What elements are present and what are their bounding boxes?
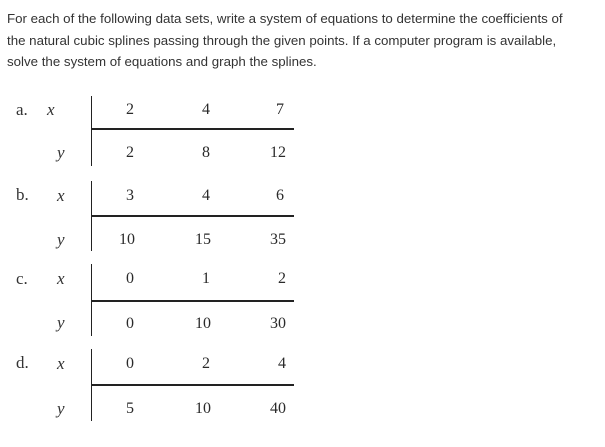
table-vertical-rule — [91, 96, 92, 166]
x-variable: x — [57, 354, 65, 373]
part-label: c. — [16, 269, 28, 288]
x-value: 1 — [202, 270, 210, 287]
y-value: 40 — [270, 400, 286, 417]
problem-d — [0, 349, 605, 429]
x-value: 6 — [276, 187, 284, 204]
x-variable: x — [57, 186, 65, 205]
part-label: d. — [16, 353, 29, 372]
table-horizontal-rule — [91, 215, 294, 217]
y-variable: y — [57, 230, 65, 249]
y-value: 5 — [126, 400, 134, 417]
x-value: 2 — [202, 355, 210, 372]
problem-c — [0, 264, 605, 344]
y-value: 15 — [195, 231, 211, 248]
table-horizontal-rule — [91, 128, 294, 130]
x-value: 3 — [126, 187, 134, 204]
table-horizontal-rule — [91, 384, 294, 386]
x-value: 2 — [278, 270, 286, 287]
y-value: 8 — [202, 144, 210, 161]
y-value: 10 — [119, 231, 135, 248]
y-value: 2 — [126, 144, 134, 161]
y-value: 0 — [126, 315, 134, 332]
table-horizontal-rule — [91, 300, 294, 302]
y-variable: y — [57, 313, 65, 332]
y-value: 30 — [270, 315, 286, 332]
y-value: 10 — [195, 400, 211, 417]
x-variable: x — [57, 269, 65, 288]
problem-a — [0, 96, 605, 176]
x-value: 0 — [126, 270, 134, 287]
x-value: 4 — [202, 187, 210, 204]
y-value: 10 — [195, 315, 211, 332]
problem-statement-line-2: the natural cubic splines passing through the given points. If a computer program is available, — [7, 32, 557, 48]
y-value: 12 — [270, 144, 286, 161]
x-value: 7 — [276, 101, 284, 118]
y-variable: y — [57, 143, 65, 162]
part-label: a. — [16, 100, 28, 119]
x-value: 4 — [202, 101, 210, 118]
problem-statement-line-3: solve the system of equations and graph the splines. — [7, 54, 317, 69]
y-variable: y — [57, 399, 65, 418]
x-value: 2 — [126, 101, 134, 118]
x-value: 4 — [278, 355, 286, 372]
x-value: 0 — [126, 355, 134, 372]
part-label: b. — [16, 185, 29, 204]
problem-statement-line-1: For each of the following data sets, write a system of equations to determine the coefficients of — [7, 11, 563, 26]
y-value: 35 — [270, 231, 286, 248]
problem-b — [0, 181, 605, 261]
x-variable: x — [47, 100, 55, 119]
